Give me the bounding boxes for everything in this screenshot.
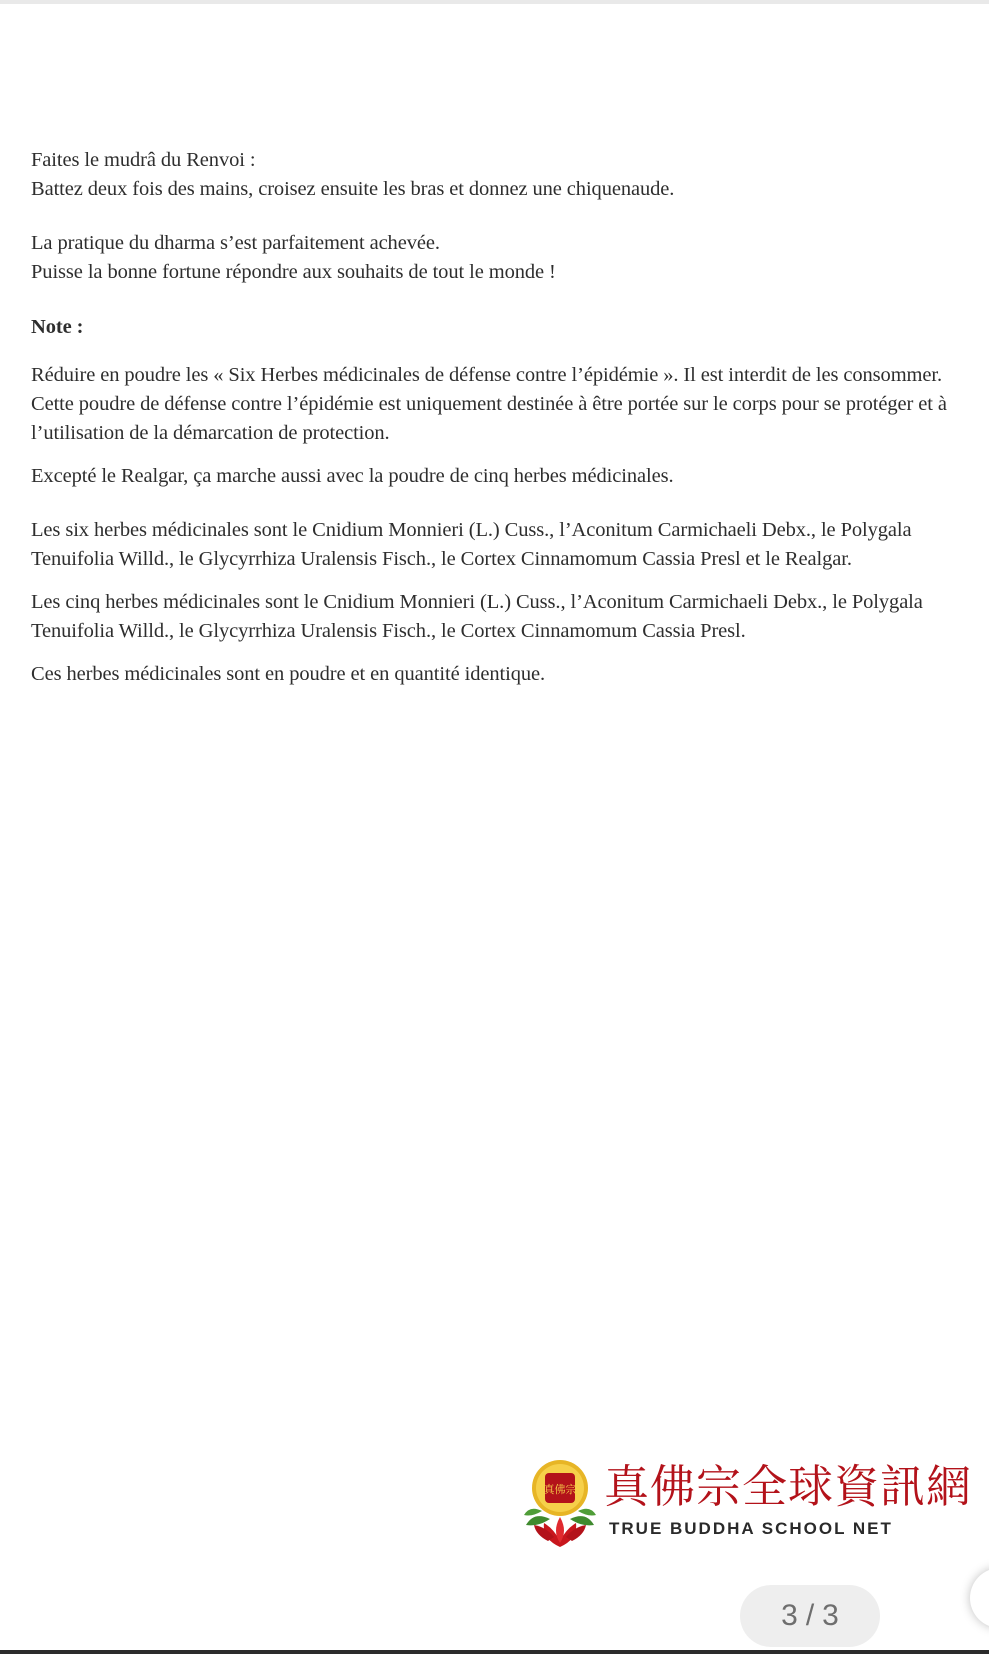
note-paragraph-quantity: Ces herbes médicinales sont en poudre et en quantité identique. <box>31 663 546 685</box>
instruction-line-2: Battez deux fois des mains, croisez ensuite les bras et donnez une chiquenaude. <box>31 178 675 200</box>
note-paragraph-powder: Réduire en poudre les « Six Herbes médicinales de défense contre l’épidémie ». Il est interdit de les consommer. Cette poudre de défense contre l’épidémie est uniquement destinée à être portée sur le corps pour se protéger et à l’utilisation de la démarcation de protection. <box>31 364 947 444</box>
page-indicator <box>740 1585 880 1647</box>
floating-action-button[interactable] <box>970 1568 989 1628</box>
note-heading: Note : <box>31 316 84 338</box>
conclusion-line-2: Puisse la bonne fortune répondre aux souhaits de tout le monde ! <box>31 261 556 283</box>
logo-chinese-title: 真佛宗全球資訊網 <box>604 1460 973 1513</box>
logo-english-title: TRUE BUDDHA SCHOOL NET <box>609 1519 893 1538</box>
true-buddha-school-logo <box>520 1455 973 1550</box>
note-paragraph-six-herbs: Les six herbes médicinales sont le Cnidium Monnieri (L.) Cuss., l’Aconitum Carmichaeli Debx., le Polygala Tenuifolia Willd., le Glycyrrhiza Uralensis Fisch., le Cortex Cinnamomum Cassia Presl et le Realgar. <box>31 519 912 570</box>
bottom-edge-strip <box>0 1650 989 1654</box>
note-paragraph-realgar: Excepté le Realgar, ça marche aussi avec la poudre de cinq herbes médicinales. <box>31 465 674 487</box>
total-page-number: 3 <box>822 1599 839 1632</box>
document-page <box>31 146 951 689</box>
top-edge-strip <box>0 0 989 4</box>
lotus-emblem-icon <box>520 1455 600 1550</box>
page-separator: / <box>805 1599 815 1632</box>
conclusion-line-1: La pratique du dharma s’est parfaitement achevée. <box>31 232 440 254</box>
instruction-line-1: Faites le mudrâ du Renvoi : <box>31 149 256 171</box>
current-page-number: 3 <box>781 1599 798 1632</box>
emblem-seal-text: 真佛宗 <box>543 1483 577 1496</box>
note-paragraph-five-herbs: Les cinq herbes médicinales sont le Cnidium Monnieri (L.) Cuss., l’Aconitum Carmichaeli Debx., le Polygala Tenuifolia Willd., le Glycyrrhiza Uralensis Fisch., le Cortex Cinnamomum Cassia Presl. <box>31 591 923 642</box>
